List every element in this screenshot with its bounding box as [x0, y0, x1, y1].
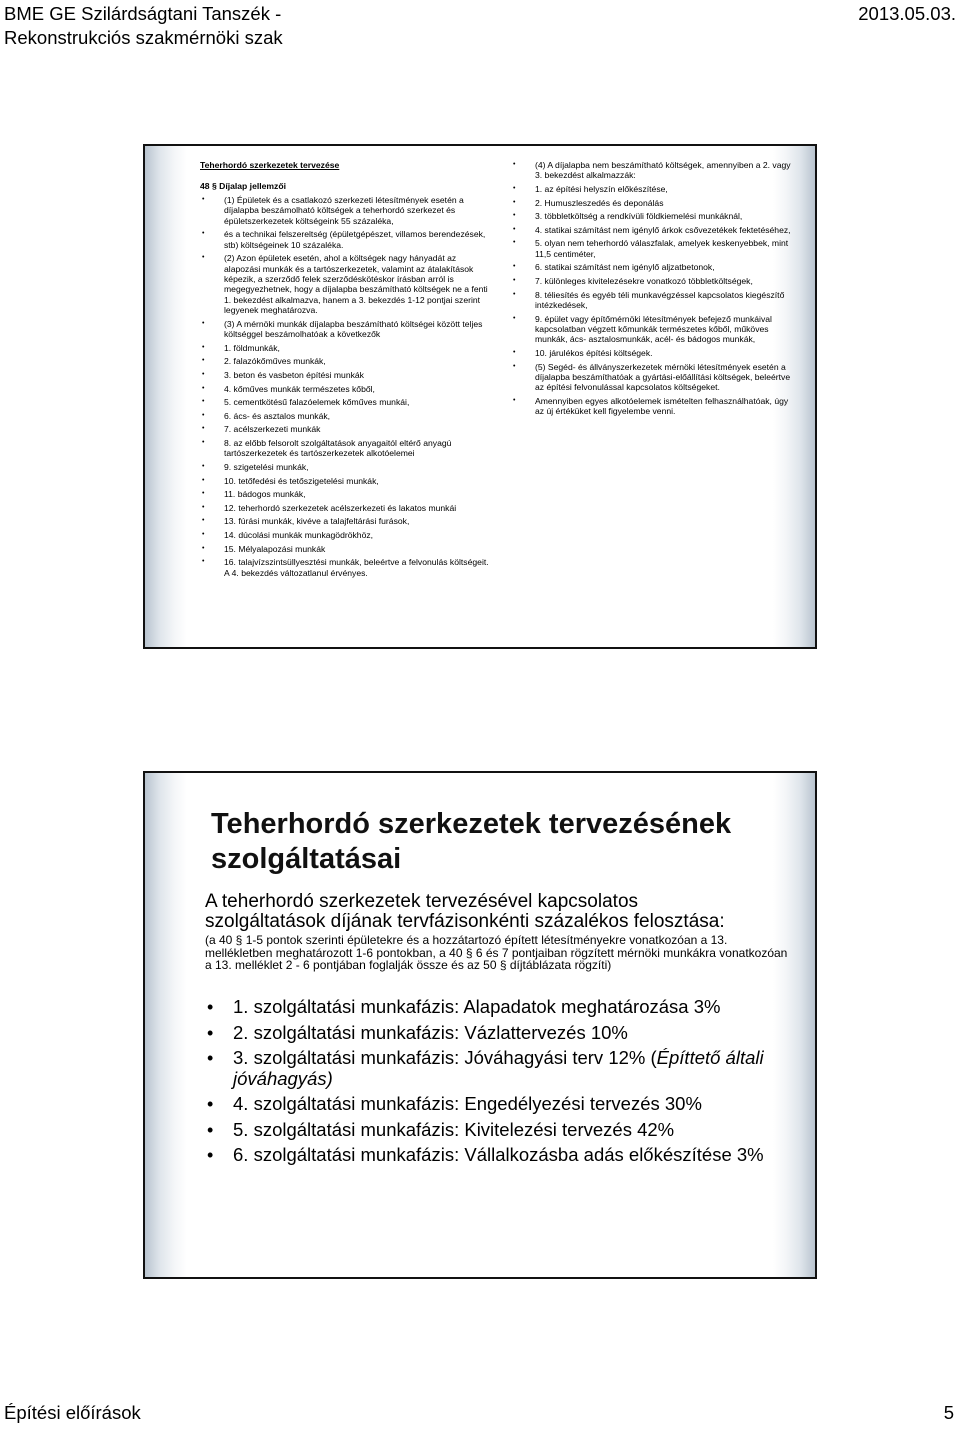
list-item: • 9. épület vagy építőmérnöki létesítmények befejező munkáival kapcsolatban végzett kőmunkák természetes kőből, műköves munkák, ács- asztalosmunkák, acél- és bádogos munkák,: [511, 314, 796, 345]
slide-1-right-list: [511, 160, 796, 417]
slide-1-left-band: [145, 146, 187, 647]
slide-1-left-column: [200, 160, 490, 581]
phase-text: 1. szolgáltatási munkafázis: Alapadatok meghatározása 3%: [233, 996, 721, 1017]
list-item: • (1) Épületek és a csatlakozó szerkezeti létesítmények esetén a díjalapba beszámolható költségek a teherhordó szerkezet és épületszerkezetek költségeink 55 százaléka,: [200, 195, 490, 226]
slide-2-intro-line1: A teherhordó szerkezetek tervezésével kapcsolatos: [205, 891, 639, 912]
slide-2-intro-line2: szolgáltatások díjának tervfázisonkénti százalékos felosztása:: [205, 911, 725, 932]
list-item: • 10. járulékos építési költségek.: [511, 348, 796, 358]
slide-2-intro: [205, 892, 795, 932]
list-item: • 4. statikai számítást nem igénylő árkok csővezetékek fektetéséhez,: [511, 225, 796, 235]
page-number: 5: [943, 1402, 954, 1423]
slide-1-subtitle: 48 § Díjalap jellemzői: [200, 181, 286, 192]
list-item: • (4) A díjalapba nem beszámítható költségek, amennyiben a 2. vagy 3. bekezdést alkalmazzák:: [511, 160, 796, 181]
list-item: • 3. többletköltség a rendkívüli földkiemelési munkáknál,: [511, 211, 796, 221]
list-item: • 1. az építési helyszín előkészítése,: [511, 184, 796, 194]
slide-1: [143, 144, 817, 649]
phase-text: 5. szolgáltatási munkafázis: Kivitelezési tervezés 42%: [233, 1118, 675, 1140]
list-item: • 10. tetőfedési és tetőszigetelési munkák,: [200, 476, 490, 486]
phase-text: 4. szolgáltatási munkafázis: Engedélyezési tervezés 30%: [233, 1093, 702, 1114]
slide-2-phase-list: [203, 997, 793, 1171]
slide-2-title-line2: szolgáltatásai: [211, 843, 402, 875]
list-item: • 11. bádogos munkák,: [200, 489, 490, 499]
slide-1-title: Teherhordó szerkezetek tervezése: [200, 160, 340, 170]
slide-1-left-list: [200, 195, 490, 578]
list-item: • 8. téliesítés és egyéb téli munkavégzéssel kapcsolatos kiegészítő intézkedések,: [511, 290, 796, 311]
list-item: • 15. Mélyalapozási munkák: [200, 544, 490, 554]
list-item: • 2. Humuszleszedés és deponálás: [511, 198, 796, 208]
list-item: • Amennyiben egyes alkotóelemek ismételten felhasználhatóak, úgy az új értéküket kell figyelembe venni.: [511, 396, 796, 417]
phase-item: [203, 1145, 793, 1166]
header-course-line2: Rekonstrukciós szakmérnöki szak: [4, 27, 283, 48]
phase-emphasis: Építtető általi jóváhagyás): [233, 1047, 764, 1089]
slide-2: [143, 771, 817, 1279]
list-item: • 3. beton és vasbeton építési munkák: [200, 370, 490, 380]
slide-1-right-column: [511, 160, 796, 420]
list-item: • 7. különleges kivitelezésekre vonatkozó többletköltségek,: [511, 276, 796, 286]
list-item: • (2) Azon épületek esetén, ahol a költségek nagy hányadát az alapozási munkák és a tartószerkezetek, valamint az átalakítások képezik, a szerződő felek szerződéskötéskor írásban arról is megegyezhetnek, hogy a díjalapba beszámítható költségek ne a fenti 1. bekezdést alkalmazva, hanem a 3. bekezdés 1-12 pontjai szerint legyenek meghatározva.: [200, 253, 490, 315]
list-item: • (3) A mérnöki munkák díjalapba beszámítható költségei között teljes költséggel beszámolhatóak a következők: [200, 319, 490, 340]
list-item: • 12. teherhordó szerkezetek acélszerkezeti és lakatos munkái: [200, 503, 490, 513]
phase-item: [203, 1023, 793, 1044]
slide-2-title-line1: Teherhordó szerkezetek tervezésének: [211, 808, 732, 840]
list-item: • 6. ács- és asztalos munkák,: [200, 411, 490, 421]
list-item: • 1. földmunkák,: [200, 343, 490, 353]
footer-title: Építési előírások: [4, 1402, 141, 1423]
list-item: • 2. falazókőműves munkák,: [200, 356, 490, 366]
header-date: 2013.05.03.: [858, 3, 956, 24]
phase-text: 2. szolgáltatási munkafázis: Vázlattervezés 10%: [233, 1021, 628, 1043]
list-item: • 5. olyan nem teherhordó válaszfalak, amelyek keskenyebbek, mint 11,5 centiméter,: [511, 238, 796, 259]
list-item: • 16. talajvízszintsüllyesztési munkák, beleértve a felvonulás költségeit. A 4. bekezdés változatlanul érvényes.: [200, 557, 490, 578]
slide-2-title: [211, 807, 731, 877]
slide-2-note: (a 40 § 1-5 pontok szerinti épületekre és a hozzátartozó épített létesítményekre vonatkozóan a 13. mellékletben meghatározott 1-6 pontokban, a 40 § 6 és 7 pontjaiban rögzített mérnöki munkákra vonatkozóan a 13. melléklet 2 - 6 pontjában foglalják össze és az 50 § díjtáblázata rögzíti): [205, 933, 788, 973]
list-item: • 14. dúcolási munkák munkagödrökhöz,: [200, 530, 490, 540]
phase-item: [203, 1094, 793, 1115]
phase-item: [203, 1120, 793, 1141]
list-item: • 6. statikai számítást nem igénylő aljzatbetonok,: [511, 262, 796, 272]
list-item: • (5) Segéd- és állványszerkezetek mérnöki létesítmények esetén a díjalapba beszámíthatóak a gyártási-előállítási költségek, beleértve az építési felvonulással kapcsolatos költségeket.: [511, 362, 796, 393]
list-item: • 4. kőműves munkák természetes kőből,: [200, 384, 490, 394]
phase-item: [203, 997, 793, 1018]
header-course: [4, 2, 283, 50]
phase-item: [203, 1048, 793, 1089]
list-item: • 8. az előbb felsorolt szolgáltatások anyagaitól eltérő anyagú tartószerkezetek és tartószerkezetek alkotóelemei: [200, 438, 490, 459]
header-course-line1: BME GE Szilárdságtani Tanszék -: [4, 3, 282, 24]
list-item: • 7. acélszerkezeti munkák: [200, 424, 490, 434]
phase-text: 3. szolgáltatási munkafázis: Jóváhagyási terv 12% (: [233, 1047, 657, 1068]
slide-2-left-band: [145, 773, 187, 1277]
list-item: • és a technikai felszereltség (épületgépészet, villamos berendezések, stb) költségeinek 10 százaléka.: [200, 229, 490, 250]
phase-text: 6. szolgáltatási munkafázis: Vállalkozásba adás előkészítése 3%: [233, 1144, 764, 1165]
list-item: • 13. fúrási munkák, kivéve a talajfeltárási furások,: [200, 516, 490, 526]
list-item: • 5. cementkötésű falazóelemek kőműves munkái,: [200, 397, 490, 407]
list-item: • 9. szigetelési munkák,: [200, 462, 490, 472]
